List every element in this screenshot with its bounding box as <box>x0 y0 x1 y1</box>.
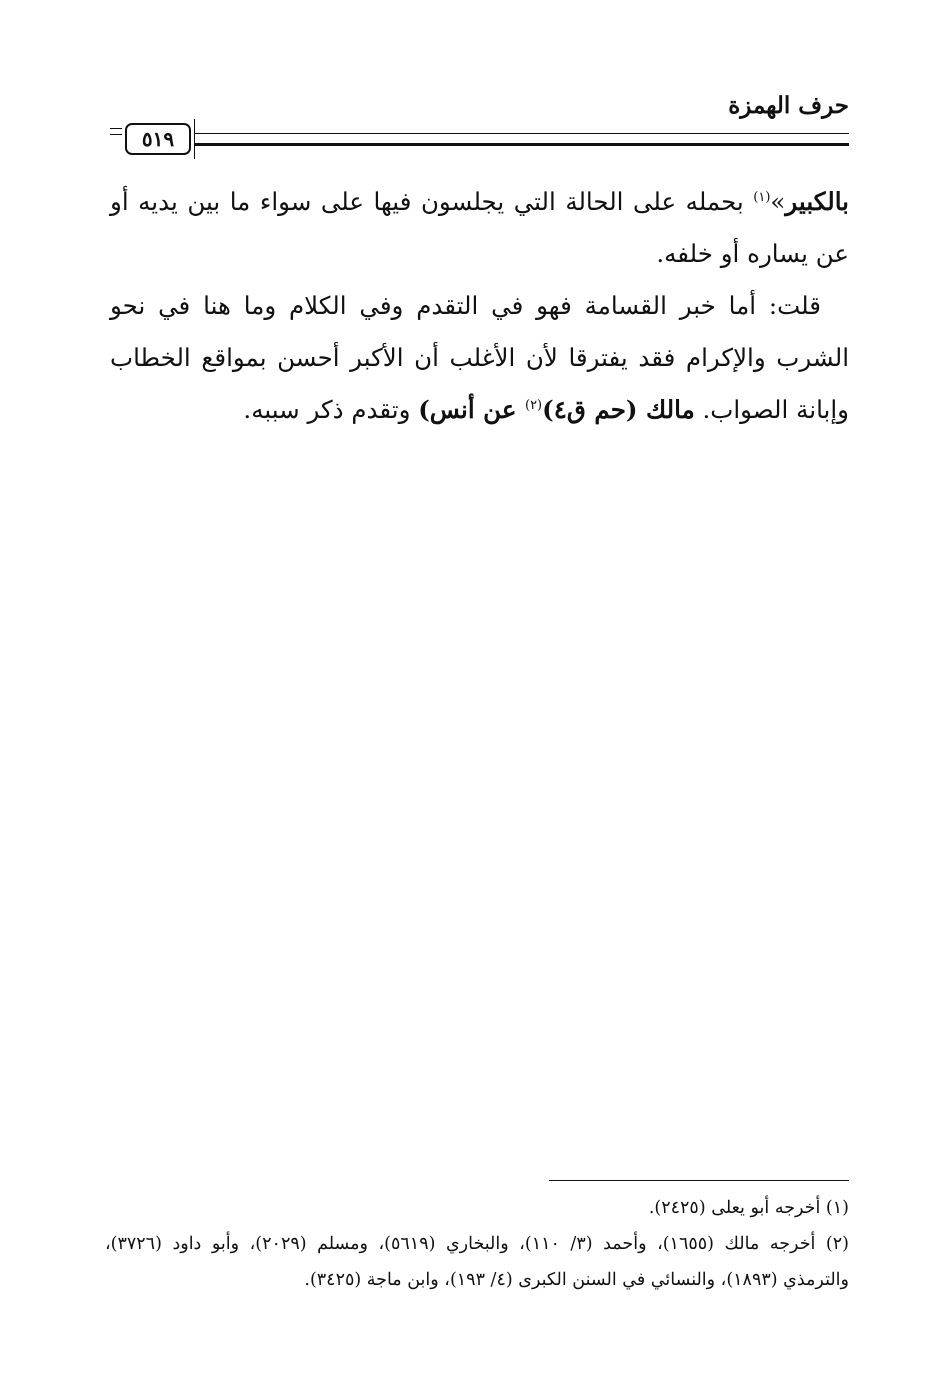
paragraph-1-text: بحمله على الحالة التي يجلسون فيها على سواء ما بين يديه أو عن يساره أو خلفه. <box>110 187 849 268</box>
paragraph-1 <box>110 176 849 280</box>
header-rule-thick <box>195 143 849 146</box>
paragraph-1-lead: بالكبير <box>785 187 849 216</box>
footnotes <box>105 1190 849 1298</box>
running-title: حرف الهمزة <box>728 92 849 119</box>
paragraph-2 <box>110 280 849 436</box>
page-number: ٥١٩ <box>141 127 175 151</box>
paragraph-2-bold-2: عن أنس) <box>418 395 525 424</box>
main-text <box>110 176 849 436</box>
footnote-2: (٢) أخرجه مالك (١٦٥٥)، وأحمد (٣/ ١١٠)، والبخاري (٥٦١٩)، ومسلم (٢٠٢٩)، وأبو داود (٣٧٢٦)، والترمذي (١٨٩٣)، والنسائي في السنن الكبرى (٤/ ١٩٣)، وابن ماجة (٣٤٢٥). <box>105 1234 849 1290</box>
footnote-ref-1[interactable]: (١) <box>753 189 771 205</box>
paragraph-1-quote-close: » <box>770 187 786 216</box>
header-rule-thin <box>195 133 849 134</box>
header-rule-end-mark <box>110 128 122 140</box>
paragraph-2-text-1: قلت: أما خبر القسامة فهو في التقدم وفي الكلام وما هنا في نحو الشرب والإكرام فقد يفترقا لأن الأغلب أن الأكبر أحسن بمواقع الخطاب وإبانة الصواب. <box>110 291 849 424</box>
footnote-separator <box>549 1180 849 1181</box>
paragraph-2-text-2: وتقدم ذكر سببه. <box>243 395 419 424</box>
paragraph-2-bold-1: مالك (حم ق٤) <box>542 395 695 424</box>
footnote-ref-2[interactable]: (٢) <box>524 397 543 413</box>
page-number-frame <box>125 123 191 155</box>
footnote-1: (١) أخرجه أبو يعلى (٢٤٢٥). <box>648 1198 849 1218</box>
